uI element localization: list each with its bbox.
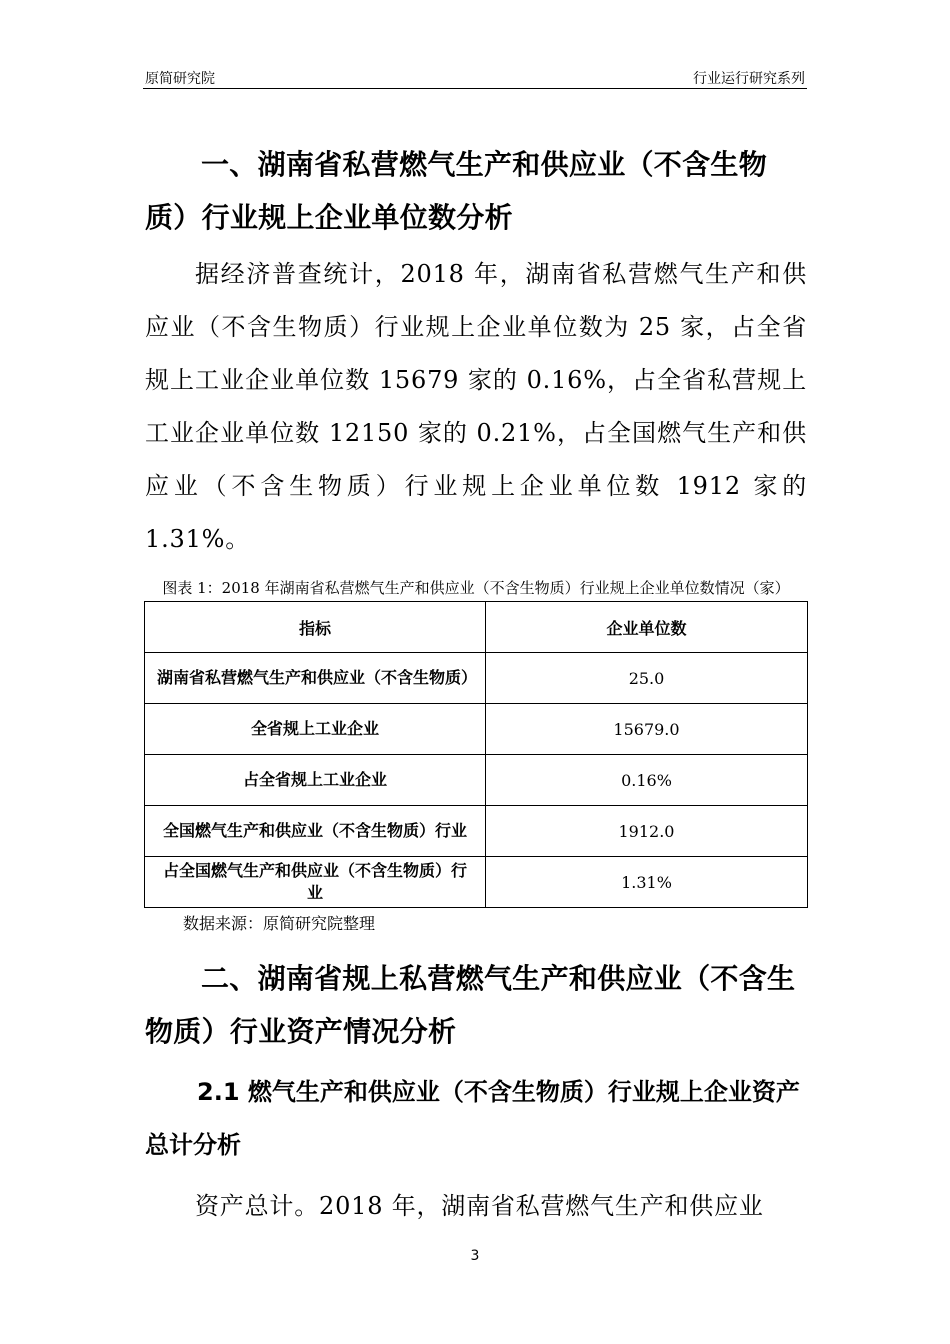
row-value: 1.31%	[486, 857, 808, 908]
row-value: 15679.0	[486, 704, 808, 755]
document-body	[145, 138, 807, 1233]
row-label: 占全国燃气生产和供应业（不含生物质）行业	[145, 857, 486, 908]
table-row	[145, 755, 808, 806]
table-row	[145, 857, 808, 908]
header-divider	[143, 88, 807, 89]
row-value: 1912.0	[486, 806, 808, 857]
section1-title: 一、湖南省私营燃气生产和供应业（不含生物质）行业规上企业单位数分析	[145, 148, 768, 234]
column-header-count: 企业单位数	[486, 602, 808, 653]
page-number: 3	[470, 1248, 480, 1264]
table-source-note: 数据来源：原简研究院整理	[183, 914, 376, 933]
section2-paragraph: 资产总计。2018 年，湖南省私营燃气生产和供应业	[195, 1192, 764, 1220]
header-left-text: 原简研究院	[145, 71, 215, 87]
table-row	[145, 806, 808, 857]
row-label: 湖南省私营燃气生产和供应业（不含生物质）	[145, 653, 486, 704]
row-label: 全国燃气生产和供应业（不含生物质）行业	[145, 806, 486, 857]
section2-subtitle: 2.1 燃气生产和供应业（不含生物质）行业规上企业资产总计分析	[145, 1078, 800, 1159]
table-header-row	[145, 602, 808, 653]
row-label: 占全省规上工业企业	[145, 755, 486, 806]
row-value: 25.0	[486, 653, 808, 704]
row-label: 全省规上工业企业	[145, 704, 486, 755]
column-header-indicator: 指标	[145, 602, 486, 653]
section1-paragraph: 据经济普查统计，2018 年，湖南省私营燃气生产和供应业（不含生物质）行业规上企业单位数为 25 家，占全省规上工业企业单位数 15679 家的 0.16%，占全省私营规上工业企业单位数 12150 家的 0.21%，占全国燃气生产和供应业（不含生物质）行业规上企业单位数 1912 家的 1.31%。	[145, 260, 807, 553]
data-table	[144, 601, 808, 908]
table-row	[145, 653, 808, 704]
section2-title: 二、湖南省规上私营燃气生产和供应业（不含生物质）行业资产情况分析	[145, 962, 796, 1048]
table1-caption: 图表 1：2018 年湖南省私营燃气生产和供应业（不含生物质）行业规上企业单位数情况（家）	[162, 579, 790, 597]
row-value: 0.16%	[486, 755, 808, 806]
table-row	[145, 704, 808, 755]
header-right-text: 行业运行研究系列	[693, 71, 805, 87]
